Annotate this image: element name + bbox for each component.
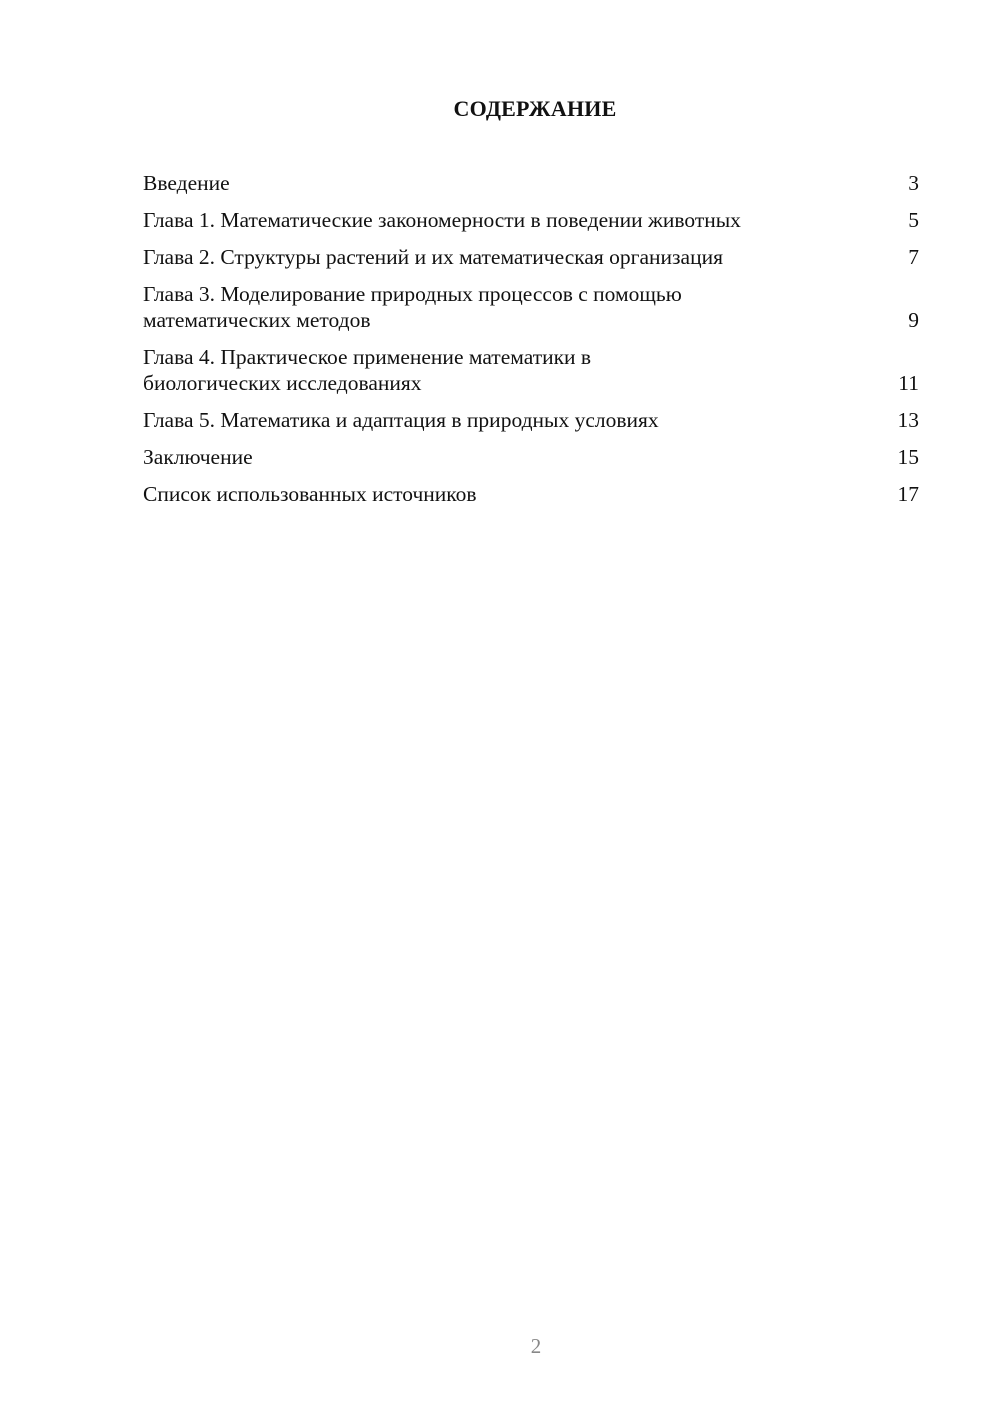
toc-entry-page: 7 — [908, 245, 919, 269]
toc-entry — [143, 207, 919, 233]
toc-entry — [143, 170, 919, 196]
toc-entry — [143, 244, 919, 270]
toc-entry-page: 11 — [898, 371, 919, 395]
toc-entry-text: Список использованных источников — [143, 482, 477, 506]
toc-title: СОДЕРЖАНИЕ — [453, 96, 617, 121]
toc-list — [143, 170, 919, 518]
page-number: 2 — [530, 1334, 542, 1358]
toc-entry-page: 15 — [897, 445, 919, 469]
toc-entry-page: 9 — [908, 308, 919, 332]
toc-entry-text: Глава 1. Математические закономерности в поведении животных — [143, 208, 741, 232]
toc-entry-text: Глава 3. Моделирование природных процессов с помощью математических методов — [143, 282, 682, 332]
toc-entry — [143, 281, 919, 333]
toc-entry-text: Глава 2. Структуры растений и их математическая организация — [143, 245, 723, 269]
toc-entry — [143, 444, 919, 470]
toc-entry-page: 13 — [897, 408, 919, 432]
toc-entry — [143, 407, 919, 433]
toc-entry-page: 17 — [897, 482, 919, 506]
toc-entry-text: Заключение — [143, 445, 253, 469]
toc-entry — [143, 344, 919, 396]
toc-entry-text: Глава 5. Математика и адаптация в природных условиях — [143, 408, 659, 432]
toc-entry-text: Введение — [143, 171, 230, 195]
toc-entry-page: 3 — [908, 171, 919, 195]
toc-entry — [143, 481, 919, 507]
toc-entry-page: 5 — [908, 208, 919, 232]
toc-entry-text: Глава 4. Практическое применение математики в биологических исследованиях — [143, 345, 592, 395]
